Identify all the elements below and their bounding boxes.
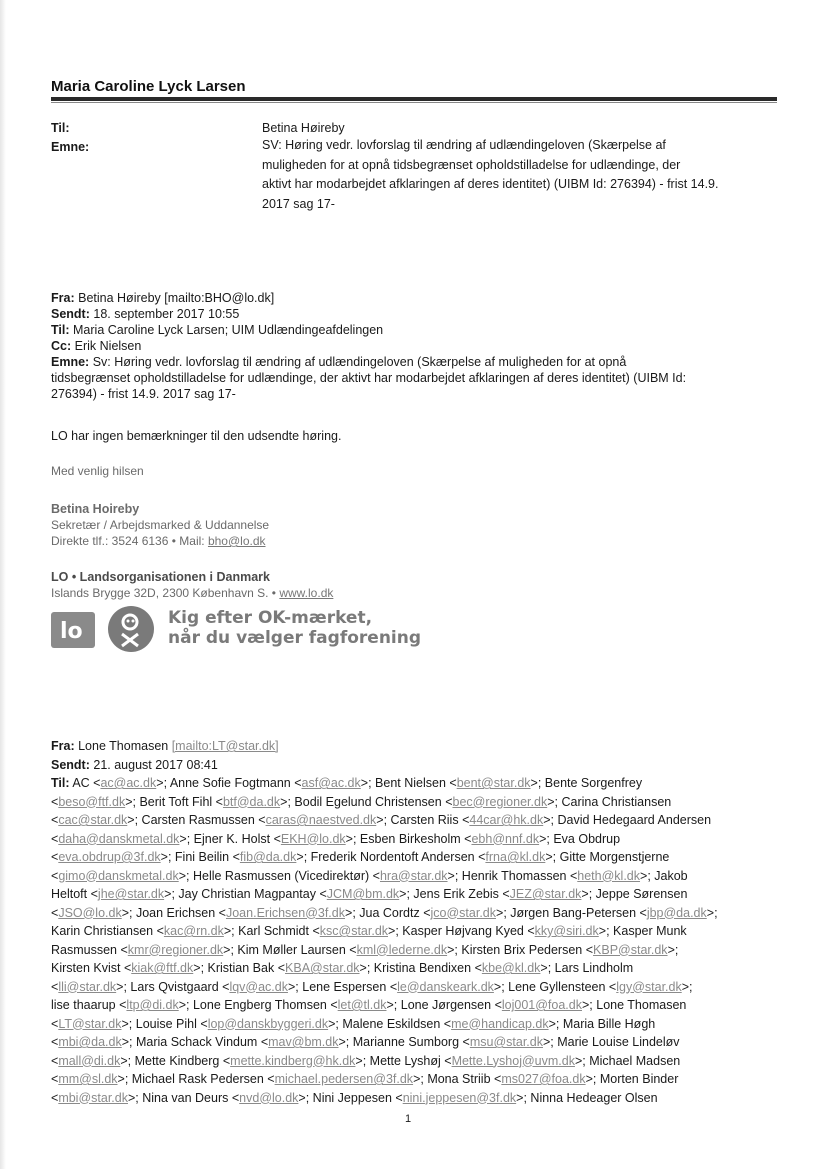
recipient-email-link[interactable]: nvd@lo.dk <box>239 1090 299 1105</box>
meta-subject-line: aktivt har modarbejdet afklaringen af deres identitet) (UIBM Id: 276394) - frist 14.9. <box>262 177 719 191</box>
email1-subject-line: 276394) - frist 14.9. 2017 sag 17- <box>51 387 236 401</box>
lo-logo <box>51 612 95 648</box>
recipient-line: Rasmussen <kmr@regioner.dk>; Kim Møller Laursen <kml@lederne.dk>; Kirsten Brix Pedersen <KBP@star.dk>; <box>51 942 679 957</box>
recipient-email-link[interactable]: asf@ac.dk <box>301 776 361 790</box>
recipient-email-link[interactable]: JEZ@star.dk <box>509 887 582 901</box>
recipient-line: lise thaarup <ltp@di.dk>; Lone Engberg Thomsen <let@tl.dk>; Lone Jørgensen <loj001@foa.dk>; Lone Thomasen <box>51 998 687 1012</box>
recipient-email-link[interactable]: mbi@da.dk <box>58 1035 122 1049</box>
recipient-email-link[interactable]: kac@rn.dk <box>163 924 224 938</box>
meta-to-value: Betina Høireby <box>262 121 345 135</box>
recipient-email-link[interactable]: LT@star.dk <box>58 1016 122 1031</box>
email2-from-label: Fra: <box>51 739 75 753</box>
signature-title: Sekretær / Arbejdsmarked & Uddannelse <box>51 518 270 532</box>
recipient-email-link[interactable]: mall@di.dk <box>58 1053 121 1068</box>
recipient-email-link[interactable]: KBP@star.dk <box>593 942 668 957</box>
recipient-line: <mm@sl.dk>; Michael Rask Pedersen <michael.pedersen@3f.dk>; Mona Striib <ms027@foa.dk>; Morten Binder <box>51 1072 679 1086</box>
meta-subject-line: SV: Høring vedr. lovforslag til ændring af udlændingeloven (Skærpelse af <box>262 138 666 152</box>
ok-mark-slogan <box>168 608 421 648</box>
email2 <box>51 737 791 1107</box>
recipient-email-link[interactable]: lqv@ac.dk <box>229 979 288 994</box>
recipient-email-link[interactable]: le@danskeark.dk <box>397 979 494 994</box>
recipient-email-link[interactable]: kbe@kl.dk <box>481 961 541 975</box>
meta-subject-line: muligheden for at opnå tidsbegrænset opholdstilladelse for udlændinge, der <box>262 157 681 172</box>
header-rule <box>51 97 777 101</box>
meta-subject-value <box>262 136 772 214</box>
recipient-email-link[interactable]: ac@ac.dk <box>100 776 157 790</box>
email2-sent-label: Sendt: <box>51 757 90 772</box>
recipient-email-link[interactable]: jhe@star.dk <box>97 887 165 901</box>
recipient-email-link[interactable]: frna@kl.dk <box>485 850 546 864</box>
recipient-email-link[interactable]: lgy@star.dk <box>616 979 682 994</box>
email1-greeting: Med venlig hilsen <box>51 464 144 478</box>
scan-edge <box>0 0 6 1169</box>
recipient-email-link[interactable]: msu@star.dk <box>469 1035 543 1049</box>
recipient-line: <cac@star.dk>; Carsten Rasmussen <caras@naestved.dk>; Carsten Riis <44car@hk.dk>; David Hedegaard Andersen <box>51 813 712 827</box>
recipient-email-link[interactable]: nini.jeppesen@3f.dk <box>402 1090 517 1105</box>
signature-name: Betina Hoireby <box>51 502 140 516</box>
recipient-email-link[interactable]: gimo@danskmetal.dk <box>58 868 179 883</box>
recipient-email-link[interactable]: cac@star.dk <box>58 813 128 827</box>
email1-from-label: Fra: <box>51 291 75 305</box>
recipient-email-link[interactable]: btf@da.dk <box>222 794 281 809</box>
signature-org <box>51 569 333 601</box>
header-rule-thin <box>51 102 777 103</box>
signature-org-name: LO • Landsorganisationen i Danmark <box>51 570 271 584</box>
email2-sent-value: 21. august 2017 08:41 <box>93 757 218 772</box>
recipient-email-link[interactable]: loj001@foa.dk <box>501 998 582 1012</box>
slogan-line: Kig efter OK-mærket, <box>168 608 373 628</box>
email1-subject-line: Sv: Høring vedr. lovforslag til ændring af udlændingeloven (Skærpelse af muligheden for at opnå <box>92 355 627 369</box>
email1-to-label: Til: <box>51 323 70 337</box>
recipient-line: Heltoft <jhe@star.dk>; Jay Christian Magpantay <JCM@bm.dk>; Jens Erik Zebis <JEZ@star.dk>; Jeppe Sørensen <box>51 887 688 901</box>
recipient-email-link[interactable]: kiak@ftf.dk <box>131 961 194 975</box>
signature <box>51 501 269 549</box>
recipient-email-link[interactable]: ms027@foa.dk <box>501 1072 586 1086</box>
signature-phone: Direkte tlf.: 3524 6136 • Mail: <box>51 534 208 548</box>
email1-headers <box>51 290 777 402</box>
recipient-email-link[interactable]: Mette.Lyshoj@uvm.dk <box>451 1053 575 1068</box>
recipient-email-link[interactable]: michael.pedersen@3f.dk <box>274 1072 414 1086</box>
recipient-email-link[interactable]: heth@kl.dk <box>577 868 641 883</box>
recipient-line: <gimo@danskmetal.dk>; Helle Rasmussen (Vicedirektør) <hra@star.dk>; Henrik Thomassen <heth@kl.dk>; Jakob <box>51 868 688 883</box>
email1-to-value: Maria Caroline Lyck Larsen; UIM Udlændingeafdelingen <box>73 323 384 337</box>
recipient-email-link[interactable]: let@tl.dk <box>337 998 387 1012</box>
email1-sent-label: Sendt: <box>51 307 90 321</box>
recipient-email-link[interactable]: 44car@hk.dk <box>469 813 544 827</box>
recipient-email-link[interactable]: bent@star.dk <box>456 776 531 790</box>
page-number: 1 <box>405 1113 412 1125</box>
email1-subject-label: Emne: <box>51 355 90 369</box>
email2-from-link[interactable]: [mailto:LT@star.dk] <box>171 739 279 753</box>
header-name: Maria Caroline Lyck Larsen <box>51 78 246 95</box>
recipient-line: <lli@star.dk>; Lars Qvistgaard <lqv@ac.dk>; Lene Espersen <le@danskeark.dk>; Lene Gyllensteen <lgy@star.dk>; <box>51 979 693 994</box>
recipient-email-link[interactable]: daha@danskmetal.dk <box>58 831 180 846</box>
recipient-line: <daha@danskmetal.dk>; Ejner K. Holst <EKH@lo.dk>; Esben Birkesholm <ebh@nnf.dk>; Eva Obdrup <box>51 831 621 846</box>
recipient-email-link[interactable]: me@handicap.dk <box>451 1016 549 1031</box>
email1-subject-line: tidsbegrænset opholdstilladelse for udlændinge, der aktivt har modarbejdet afklaringen af deres identitet) (UIBM Id: <box>51 371 687 385</box>
email1-cc-label: Cc: <box>51 339 72 353</box>
recipient-email-link[interactable]: mav@bm.dk <box>268 1035 339 1049</box>
recipient-email-link[interactable]: kml@lederne.dk <box>356 942 448 957</box>
recipient-email-link[interactable]: jbp@da.dk <box>646 905 707 920</box>
recipient-email-link[interactable]: jco@star.dk <box>430 905 496 920</box>
email2-from-name: Lone Thomasen <box>78 739 172 753</box>
recipient-email-link[interactable]: mbi@star.dk <box>58 1090 128 1105</box>
recipient-email-link[interactable]: mette.kindberg@hk.dk <box>230 1053 356 1068</box>
recipient-email-link[interactable]: ksc@star.dk <box>319 924 389 938</box>
recipient-email-link[interactable]: EKH@lo.dk <box>280 831 346 846</box>
recipient-line: <beso@ftf.dk>; Berit Toft Fihl <btf@da.dk>; Bodil Egelund Christensen <bec@regioner.dk>; Carina Christiansen <box>51 794 672 809</box>
recipient-email-link[interactable]: beso@ftf.dk <box>58 794 126 809</box>
signature-address: Islands Brygge 32D, 2300 København S. • <box>51 586 280 600</box>
ok-mark-logo <box>108 606 154 652</box>
recipient-email-link[interactable]: lli@star.dk <box>58 979 117 994</box>
recipient-email-link[interactable]: mm@sl.dk <box>58 1072 118 1086</box>
recipient-line: Kirsten Kvist <kiak@ftf.dk>; Kristian Bak <KBA@star.dk>; Kristina Bendixen <kbe@kl.dk>; Lars Lindholm <box>51 961 634 975</box>
email2-to-label: Til: <box>51 776 70 790</box>
recipient-email-link[interactable]: kky@siri.dk <box>534 924 599 938</box>
recipient-line: <JSO@lo.dk>; Joan Erichsen <Joan.Erichsen@3f.dk>; Jua Cordtz <jco@star.dk>; Jørgen Bang-Petersen <jbp@da.dk>; <box>51 905 718 920</box>
slogan-line: når du vælger fagforening <box>168 628 422 648</box>
recipient-line: <eva.obdrup@3f.dk>; Fini Beilin <fib@da.dk>; Frederik Nordentoft Andersen <frna@kl.dk>; Gitte Morgenstjerne <box>51 850 670 864</box>
recipient-email-link[interactable]: Joan.Erichsen@3f.dk <box>225 905 345 920</box>
recipient-line: <mbi@star.dk>; Nina van Deurs <nvd@lo.dk>; Nini Jeppesen <nini.jeppesen@3f.dk>; Ninna Hedeager Olsen <box>51 1090 658 1105</box>
recipient-email-link[interactable]: lop@danskbyggeri.dk <box>207 1016 329 1031</box>
recipient-email-link[interactable]: ebh@nnf.dk <box>471 831 540 846</box>
signature-web-link[interactable]: www.lo.dk <box>279 586 334 600</box>
recipient-email-link[interactable]: caras@naestved.dk <box>265 813 377 827</box>
meta-subject-label: Emne: <box>51 140 90 154</box>
recipient-email-link[interactable]: eva.obdrup@3f.dk <box>58 850 161 864</box>
email1-body: LO har ingen bemærkninger til den udsendte høring. <box>51 429 342 443</box>
lo-logo-text: lo <box>60 619 83 644</box>
recipient-email-link[interactable]: fib@da.dk <box>239 850 297 864</box>
signature-mail-link[interactable]: bho@lo.dk <box>207 534 266 548</box>
email1-sent-value: 18. september 2017 10:55 <box>93 307 240 321</box>
recipient-email-link[interactable]: bec@regioner.dk <box>452 794 548 809</box>
recipient-email-link[interactable]: KBA@star.dk <box>285 961 360 975</box>
recipient-email-link[interactable]: kmr@regioner.dk <box>127 942 224 957</box>
email1-cc-value: Erik Nielsen <box>74 339 142 353</box>
recipient-line: <mall@di.dk>; Mette Kindberg <mette.kindberg@hk.dk>; Mette Lyshøj <Mette.Lyshoj@uvm.dk>; Michael Madsen <box>51 1053 681 1068</box>
recipient-line: <LT@star.dk>; Louise Pihl <lop@danskbyggeri.dk>; Malene Eskildsen <me@handicap.dk>; Maria Bille Høgh <box>51 1016 656 1031</box>
recipient-email-link[interactable]: hra@star.dk <box>379 868 448 883</box>
meta-to-label: Til: <box>51 121 70 135</box>
recipient-line: <mbi@da.dk>; Maria Schack Vindum <mav@bm.dk>; Marianne Sumborg <msu@star.dk>; Marie Louise Lindeløv <box>51 1035 680 1049</box>
recipient-email-link[interactable]: JSO@lo.dk <box>58 905 122 920</box>
recipient-line: Karin Christiansen <kac@rn.dk>; Karl Schmidt <ksc@star.dk>; Kasper Højvang Kyed <kky@siri.dk>; Kasper Munk <box>51 924 687 938</box>
email1-from-value: Betina Høireby [mailto:BHO@lo.dk] <box>78 291 275 305</box>
email2-recipients <box>51 774 791 1107</box>
recipient-email-link[interactable]: JCM@bm.dk <box>326 887 400 901</box>
meta-subject-line: 2017 sag 17- <box>262 196 335 211</box>
recipient-email-link[interactable]: ltp@di.dk <box>126 998 179 1012</box>
recipient-line: Til: AC <ac@ac.dk>; Anne Sofie Fogtmann <asf@ac.dk>; Bent Nielsen <bent@star.dk>; Bente Sorgenfrey <box>51 776 643 790</box>
